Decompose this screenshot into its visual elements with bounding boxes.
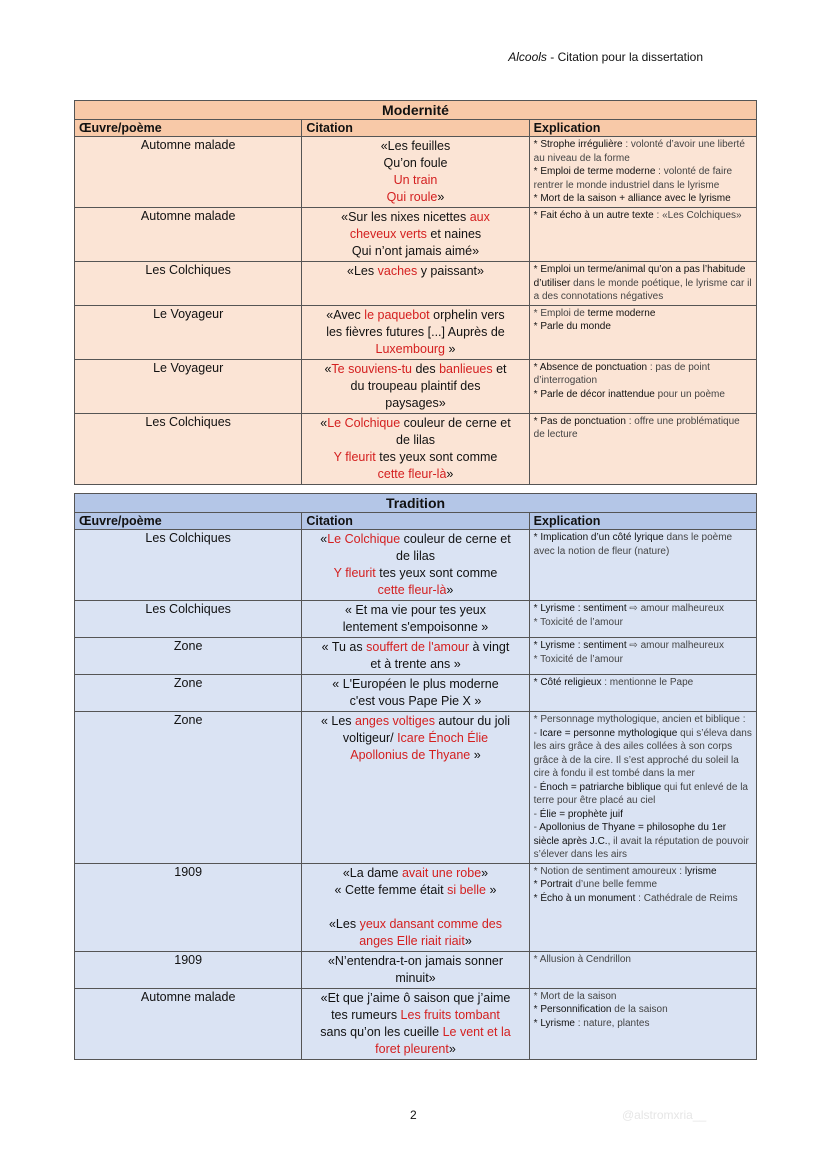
explication-line: * Côté religieux : mentionne le Pape bbox=[533, 677, 694, 688]
citation-line: Qu’on foule bbox=[383, 156, 448, 170]
table-row bbox=[75, 601, 757, 638]
citation-cell bbox=[302, 601, 529, 638]
oeuvre-cell: Le Voyageur bbox=[75, 305, 302, 359]
citation-cell bbox=[302, 413, 529, 484]
key-term: * Lyrisme bbox=[533, 1017, 575, 1029]
table-row bbox=[75, 359, 757, 413]
citation-line: de lilas bbox=[396, 432, 435, 447]
oeuvre-cell: Le Voyageur bbox=[75, 359, 302, 413]
explication-line: * Écho à un monument : Cathédrale de Reims bbox=[533, 892, 738, 904]
citation-cell bbox=[302, 863, 529, 951]
oeuvre-cell: Zone bbox=[75, 712, 302, 864]
tradition-title: Tradition bbox=[75, 494, 757, 513]
highlighted-term: cette fleur-là bbox=[377, 466, 447, 481]
col-oeuvre: Œuvre/poème bbox=[75, 513, 302, 530]
explication-cell bbox=[529, 638, 756, 675]
highlighted-term: Luxembourg bbox=[375, 341, 446, 356]
explication-line: * Notion de sentiment amoureux : lyrisme bbox=[533, 865, 717, 877]
col-oeuvre: Œuvre/poème bbox=[75, 120, 302, 137]
oeuvre-cell: Les Colchiques bbox=[75, 530, 302, 601]
explication-line: * Portrait d’une belle femme bbox=[533, 879, 658, 890]
explication-cell bbox=[529, 601, 756, 638]
explication-line: * Allusion à Cendrillon bbox=[533, 953, 631, 965]
explication-cell bbox=[529, 305, 756, 359]
oeuvre-cell: Zone bbox=[75, 675, 302, 712]
explication-cell bbox=[529, 262, 756, 306]
highlighted-term: vaches bbox=[377, 264, 418, 278]
highlighted-term: banlieues bbox=[439, 361, 493, 376]
table-row bbox=[75, 951, 757, 988]
citation-line: c'est vous Pape Pie X » bbox=[349, 694, 482, 708]
citation-line: «Les yeux dansant comme des bbox=[328, 916, 503, 931]
explication-line: - Apollonius de Thyane = philosophe du 1er siècle après J.C., il avait la réputation de pouvoir s’élever dans les airs bbox=[533, 822, 749, 860]
highlighted-term: Un train bbox=[393, 173, 438, 187]
explication-line: * Fait écho à un autre texte : «Les Colchiques» bbox=[533, 210, 742, 221]
key-term: * Portrait bbox=[533, 879, 573, 890]
explication-line: - Élie = prophète juif bbox=[533, 808, 623, 820]
highlighted-term: anges Elle riait riait bbox=[359, 933, 465, 948]
highlighted-term: Le Colchique bbox=[327, 532, 401, 546]
highlighted-term: Y fleurit bbox=[333, 449, 376, 464]
citation-line: sans qu’on les cueille Le vent et la bbox=[320, 1024, 511, 1039]
citation-line: lentement s'empoisonne » bbox=[342, 620, 489, 634]
citation-line: et à trente ans » bbox=[370, 657, 461, 671]
citation-line: minuit» bbox=[395, 970, 436, 985]
citation-line: « Et ma vie pour tes yeux bbox=[344, 603, 487, 617]
explication-line: - Icare = personne mythologique qui s’éleva dans les airs grâce à des ailes collées à son corps grâce à de la cire. Il s’est approché du soleil la cire à fondu il est tombé dans la mer bbox=[533, 727, 752, 779]
citation-line: Qui roule» bbox=[386, 190, 445, 204]
key-term: * Strophe irrégulière bbox=[533, 139, 623, 150]
explication-line: * Toxicité de l’amour bbox=[533, 616, 623, 628]
col-explication: Explication bbox=[529, 120, 756, 137]
explication-line: * Toxicité de l’amour bbox=[533, 653, 623, 665]
citation-cell bbox=[302, 530, 529, 601]
table-row bbox=[75, 638, 757, 675]
explication-cell bbox=[529, 863, 756, 951]
citation-line bbox=[306, 899, 524, 916]
citation-line: paysages» bbox=[385, 395, 446, 410]
explication-line: * Lyrisme : sentiment ⇨ amour malheureux bbox=[533, 640, 724, 651]
citation-line: les fièvres futures [...] Auprès de bbox=[326, 324, 505, 339]
oeuvre-cell: 1909 bbox=[75, 863, 302, 951]
citation-cell bbox=[302, 305, 529, 359]
citation-line: foret pleurent» bbox=[375, 1041, 456, 1056]
table-row bbox=[75, 208, 757, 262]
highlighted-term: Le vent et la bbox=[442, 1024, 511, 1039]
modernite-rows bbox=[75, 137, 757, 485]
citation-line: «La dame avait une robe» bbox=[342, 865, 489, 880]
key-term: * Pas de ponctuation bbox=[533, 415, 626, 427]
citation-cell bbox=[302, 262, 529, 306]
explication-line: * Emploi un terme/animal qu’on a pas l’habitude d’utiliser dans le monde poétique, le lyrisme car il a des connotations négatives bbox=[533, 264, 752, 302]
key-term: * Implication d’un côté lyrique bbox=[533, 532, 664, 543]
oeuvre-cell: Les Colchiques bbox=[75, 262, 302, 306]
citation-line: «Sur les nixes nicettes aux bbox=[341, 210, 490, 224]
explication-cell bbox=[529, 413, 756, 484]
citation-line: «Les feuilles bbox=[380, 139, 451, 153]
key-term: * Parle de décor inattendue bbox=[533, 388, 655, 400]
explication-line: * Strophe irrégulière : volonté d’avoir une liberté au niveau de la forme bbox=[533, 139, 745, 164]
citation-line: Qui n’ont jamais aimé» bbox=[351, 244, 480, 258]
citation-line bbox=[306, 172, 524, 189]
explication-line: * Implication d’un côté lyrique dans le poème avec la notion de fleur (nature) bbox=[533, 532, 733, 557]
citation-line: cette fleur-là» bbox=[377, 466, 454, 481]
highlighted-term: avait une robe bbox=[401, 865, 482, 880]
highlighted-term: Le Colchique bbox=[327, 415, 401, 430]
tradition-table bbox=[74, 493, 757, 1060]
citation-line: Apollonius de Thyane » bbox=[350, 748, 481, 762]
highlighted-term: Te souviens-tu bbox=[331, 361, 412, 376]
citation-line: tes rumeurs Les fruits tombant bbox=[331, 1007, 500, 1022]
citation-line: « Cette femme était si belle » bbox=[334, 882, 497, 897]
oeuvre-cell: Zone bbox=[75, 638, 302, 675]
highlighted-term: anges voltiges bbox=[355, 714, 435, 728]
explication-line: * Personnage mythologique, ancien et biblique : bbox=[533, 714, 746, 725]
table-row bbox=[75, 413, 757, 484]
oeuvre-cell: Automne malade bbox=[75, 137, 302, 208]
key-term: * Emploi de terme moderne bbox=[533, 166, 656, 177]
highlighted-term: souffert de l'amour bbox=[366, 640, 470, 654]
citation-line: Y fleurit tes yeux sont comme bbox=[333, 566, 498, 580]
modernite-table bbox=[74, 100, 757, 485]
citation-line: «Les vaches y paissant» bbox=[347, 264, 484, 278]
table-row bbox=[75, 863, 757, 951]
citation-line: «Te souviens-tu des banlieues et bbox=[324, 361, 507, 376]
oeuvre-cell: Automne malade bbox=[75, 988, 302, 1059]
citation-line: Luxembourg » bbox=[375, 341, 456, 356]
explication-cell bbox=[529, 712, 756, 864]
key-term: * Mort de la saison + alliance avec le lyrisme bbox=[533, 193, 731, 204]
key-term: * Lyrisme : sentiment bbox=[533, 640, 627, 651]
citation-cell bbox=[302, 208, 529, 262]
highlighted-term: Les fruits tombant bbox=[400, 1007, 500, 1022]
col-explication: Explication bbox=[529, 513, 756, 530]
highlighted-term: si belle bbox=[447, 882, 487, 897]
key-term: * Lyrisme : sentiment bbox=[533, 603, 627, 614]
highlighted-term: Apollonius de Thyane bbox=[350, 748, 471, 762]
explication-cell bbox=[529, 988, 756, 1059]
highlighted-term: cheveux verts bbox=[349, 227, 427, 241]
highlighted-term: aux bbox=[469, 210, 490, 224]
highlighted-term: cette fleur-là bbox=[377, 583, 447, 597]
oeuvre-cell: Les Colchiques bbox=[75, 413, 302, 484]
oeuvre-cell: Automne malade bbox=[75, 208, 302, 262]
citation-line: «Avec le paquebot orphelin vers bbox=[326, 307, 505, 322]
tradition-rows bbox=[75, 530, 757, 1060]
explication-cell bbox=[529, 675, 756, 712]
explication-line: * Pas de ponctuation : offre une problématique de lecture bbox=[533, 415, 740, 440]
highlighted-term: yeux dansant comme des bbox=[359, 916, 503, 931]
citation-cell bbox=[302, 359, 529, 413]
key-term: Élie = prophète juif bbox=[539, 808, 623, 820]
table-row bbox=[75, 675, 757, 712]
citation-line: Y fleurit tes yeux sont comme bbox=[333, 449, 498, 464]
explication-line: * Emploi de terme moderne bbox=[533, 307, 656, 319]
explication-line: - Énoch = patriarche biblique qui fut enlevé de la terre pour être placé au ciel bbox=[533, 781, 748, 806]
watermark-handle: @alstromxria__ bbox=[622, 1108, 707, 1122]
citation-line: «Et que j’aime ô saison que j’aime bbox=[320, 990, 511, 1005]
explication-cell bbox=[529, 137, 756, 208]
citation-line: voltigeur/ Icare Énoch Élie bbox=[342, 731, 489, 745]
citation-line: «Le Colchique couleur de cerne et bbox=[320, 532, 511, 546]
key-term: * Fait écho à un autre texte bbox=[533, 210, 654, 221]
explication-line: * Personnification de la saison bbox=[533, 1004, 668, 1015]
citation-cell bbox=[302, 137, 529, 208]
explication-line: * Mort de la saison bbox=[533, 990, 617, 1002]
explication-cell bbox=[529, 530, 756, 601]
table-row bbox=[75, 988, 757, 1059]
table-row bbox=[75, 262, 757, 306]
citation-line: anges Elle riait riait» bbox=[359, 933, 472, 948]
highlighted-term: Y fleurit bbox=[333, 566, 376, 580]
col-citation: Citation bbox=[302, 120, 529, 137]
citation-cell bbox=[302, 951, 529, 988]
key-term: Apollonius de Thyane = philosophe du 1er siècle après J.C. bbox=[533, 822, 727, 847]
explication-cell bbox=[529, 951, 756, 988]
explication-line: * Lyrisme : sentiment ⇨ amour malheureux bbox=[533, 603, 724, 614]
oeuvre-cell: 1909 bbox=[75, 951, 302, 988]
modernite-title: Modernité bbox=[75, 101, 757, 120]
key-term: terme moderne bbox=[587, 307, 656, 319]
explication-line bbox=[534, 192, 752, 206]
citation-cell bbox=[302, 675, 529, 712]
key-term: * Côté religieux bbox=[533, 677, 602, 688]
highlighted-term: Qui roule bbox=[386, 190, 438, 204]
citation-cell bbox=[302, 638, 529, 675]
key-term: * Parle du monde bbox=[533, 321, 611, 332]
citation-line: cheveux verts et naines bbox=[349, 227, 482, 241]
page-number: 2 bbox=[410, 1108, 417, 1122]
page-header bbox=[508, 50, 703, 64]
header-subtitle: - Citation pour la dissertation bbox=[546, 50, 703, 64]
citation-line: « Tu as souffert de l'amour à vingt bbox=[321, 640, 510, 654]
citation-line: «Le Colchique couleur de cerne et bbox=[320, 415, 511, 430]
explication-line: * Lyrisme : nature, plantes bbox=[533, 1017, 650, 1029]
explication-line: * Absence de ponctuation : pas de point d’interrogation bbox=[533, 361, 710, 386]
table-row bbox=[75, 712, 757, 864]
key-term: * Écho à un monument bbox=[533, 892, 636, 904]
highlighted-term: foret pleurent bbox=[375, 1041, 449, 1056]
explication-cell bbox=[529, 208, 756, 262]
citation-line: cette fleur-là» bbox=[377, 583, 454, 597]
key-term: * Absence de ponctuation bbox=[533, 361, 648, 373]
highlighted-term: Icare Énoch Élie bbox=[397, 731, 489, 745]
citation-cell bbox=[302, 988, 529, 1059]
key-term: * Personnification bbox=[533, 1004, 612, 1015]
oeuvre-cell: Les Colchiques bbox=[75, 601, 302, 638]
highlighted-term: le paquebot bbox=[364, 307, 430, 322]
explication-line: * Parle de décor inattendue pour un poème bbox=[533, 388, 725, 400]
citation-line: de lilas bbox=[396, 549, 435, 563]
explication-line bbox=[534, 320, 752, 334]
header-work-title: Alcools bbox=[508, 50, 547, 64]
citation-line: du troupeau plaintif des bbox=[350, 378, 481, 393]
key-term: * Emploi un terme/animal qu’on a pas l’habitude d’utiliser bbox=[533, 264, 746, 289]
explication-cell bbox=[529, 359, 756, 413]
col-citation: Citation bbox=[302, 513, 529, 530]
citation-line: «N’entendra-t-on jamais sonner bbox=[327, 953, 504, 968]
explication-line: * Emploi de terme moderne : volonté de faire rentrer le monde industriel dans le lyrisme bbox=[533, 166, 733, 191]
table-row bbox=[75, 530, 757, 601]
citation-cell bbox=[302, 712, 529, 864]
key-term: Énoch = patriarche biblique bbox=[539, 781, 662, 793]
citation-line: « L'Européen le plus moderne bbox=[332, 677, 499, 691]
key-term: lyrisme bbox=[684, 865, 717, 877]
citation-line: « Les anges voltiges autour du joli bbox=[320, 714, 511, 728]
table-row bbox=[75, 137, 757, 208]
key-term: Icare = personne mythologique bbox=[539, 727, 678, 739]
table-row bbox=[75, 305, 757, 359]
